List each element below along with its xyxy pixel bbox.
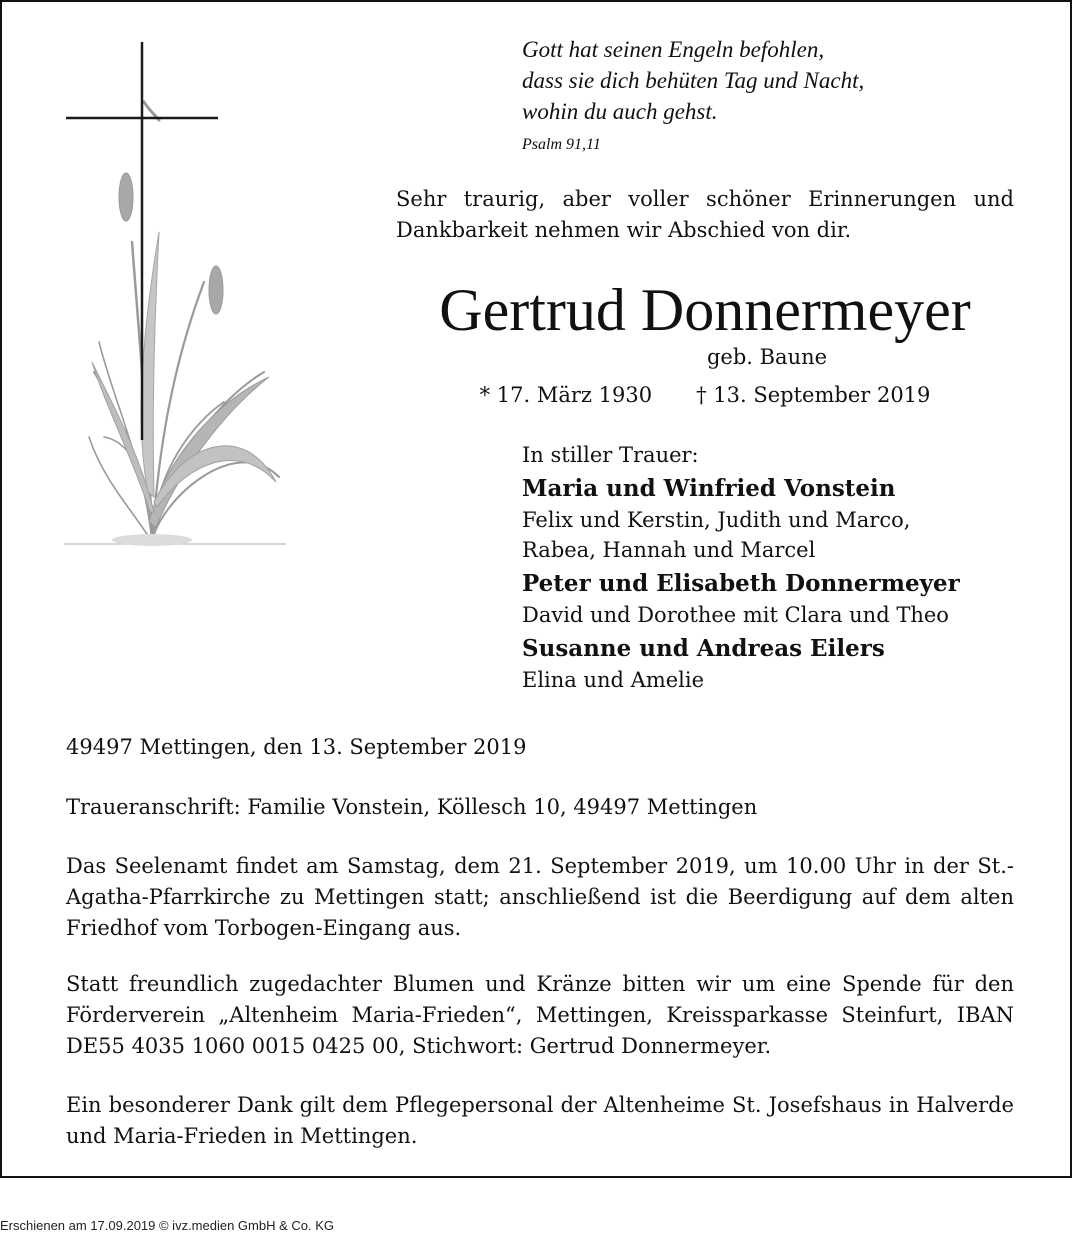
mourners-heading: In stiller Trauer:	[522, 443, 699, 467]
verse-reference: Psalm 91,11	[522, 136, 601, 153]
family-members: David und Dorothee mit Clara und Theo	[522, 603, 949, 627]
verse-line: Gott hat seinen Engeln befohlen,	[522, 37, 825, 62]
mourners-list	[522, 440, 1042, 695]
donation-request: Statt freundlich zugedachter Blumen und Kränze bitten wir um eine Spende für den Förderverein „Altenheim Maria-Frieden“, Mettingen, Kreissparkasse Steinfurt, IBAN DE55 4035 1060 0015 0425 00, Stichwort: Gertrud Donnermeyer.	[66, 972, 1014, 1058]
place-and-date: 49497 Mettingen, den 13. September 2019	[66, 735, 527, 759]
verse-line: wohin du auch gehst.	[522, 99, 718, 124]
family-members: Rabea, Hannah und Marcel	[522, 538, 816, 562]
family-members: Elina und Amelie	[522, 668, 705, 692]
death-date: † 13. September 2019	[696, 383, 931, 407]
cross-with-reeds-icon	[64, 42, 286, 547]
deceased-name: Gertrud Donnermeyer	[439, 277, 971, 343]
publication-footer: Erschienen am 17.09.2019 © ivz.medien GmbH & Co. KG	[0, 1218, 335, 1233]
birth-name: geb. Baune	[706, 345, 828, 369]
family-main-name: Peter und Elisabeth Donnermeyer	[522, 570, 960, 597]
thanks-note: Ein besonderer Dank gilt dem Pflegepersonal der Altenheime St. Josefshaus in Halverde und Maria-Frieden in Mettingen.	[66, 1093, 1014, 1148]
funeral-service-info: Das Seelenamt findet am Samstag, dem 21. September 2019, um 10.00 Uhr in der St.-Agatha-Pfarrkirche zu Mettingen statt; anschließend ist die Beerdigung auf dem alten Friedhof vom Torbogen-Eingang aus.	[66, 854, 1014, 940]
bible-verse	[522, 34, 1042, 155]
family-main-name: Susanne und Andreas Eilers	[522, 635, 885, 662]
family-group	[522, 473, 1042, 565]
mourning-address: Traueranschrift: Familie Vonstein, Köllesch 10, 49497 Mettingen	[66, 795, 758, 819]
family-members: Felix und Kerstin, Judith und Marco,	[522, 508, 911, 532]
family-group	[522, 568, 1042, 630]
birth-date: * 17. März 1930	[479, 383, 653, 407]
family-group	[522, 633, 1042, 695]
verse-line: dass sie dich behüten Tag und Nacht,	[522, 68, 865, 93]
family-main-name: Maria und Winfried Vonstein	[522, 475, 896, 502]
life-dates	[396, 380, 1014, 410]
intro-text: Sehr traurig, aber voller schöner Erinnerungen und Dankbarkeit nehmen wir Abschied von dir.	[396, 187, 1014, 242]
